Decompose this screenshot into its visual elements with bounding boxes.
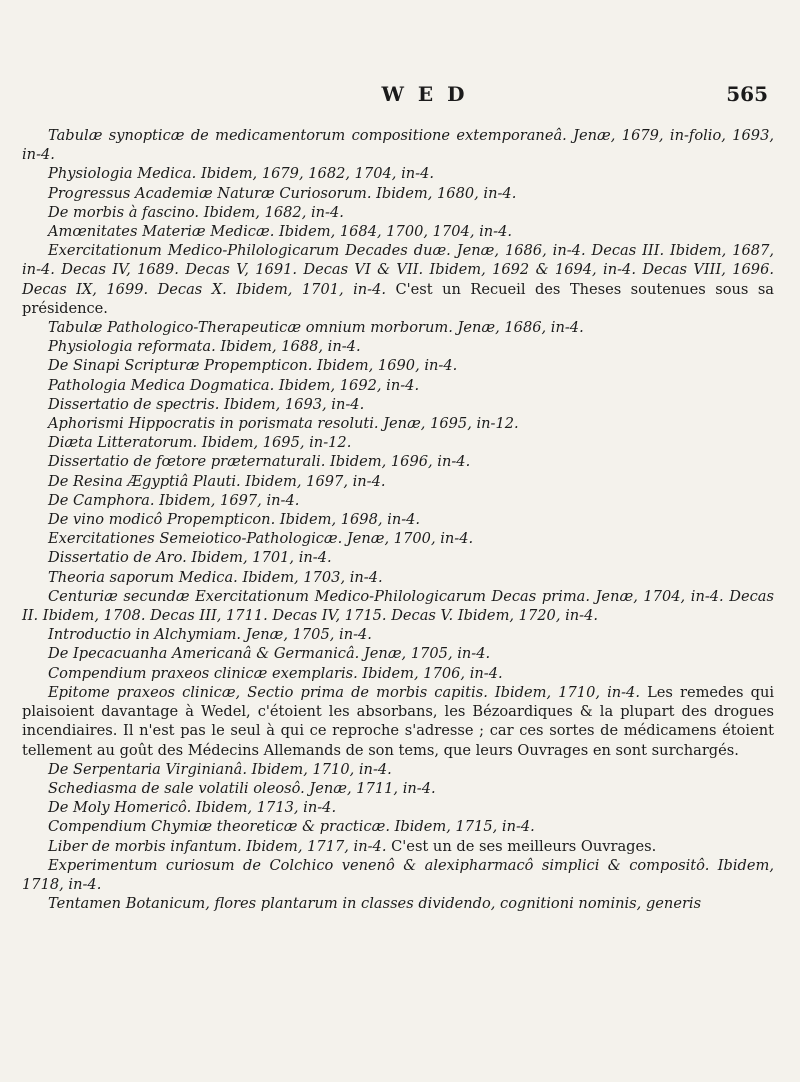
entry-title: Exercitationes Semeiotico-Pathologicæ. Jenæ	[48, 530, 385, 548]
running-header	[0, 82, 800, 112]
entry-publication: , 1690, in-4.	[368, 357, 458, 375]
entry-publication: , 1703, in-4.	[294, 568, 383, 586]
entry-title: Dissertatio de spectris. Ibidem	[48, 395, 276, 413]
bibliography-entry	[22, 126, 774, 164]
entry-title: Progressus Academiæ Naturæ Curiosorum. Ibidem	[48, 184, 428, 202]
entry-title: Liber de morbis infantum. Ibidem	[48, 837, 298, 855]
bibliography-entry	[22, 837, 774, 856]
bibliography-entry	[22, 222, 774, 241]
entry-commentary: C'est un de ses meilleurs Ouvrages.	[391, 837, 657, 855]
entry-commentary: Les remedes qui plaisoient davantage à Wedel, c'étoient les absorbans, les Bézoardiques & la plupart des drogues incendiaires. Il n'est pas le seul à qui ce reproche s'adresse ; car ces sortes de médicamens étoient tellement au goût des Médecins Allemands de son tems, que leurs Ouvrages en sont surchargés.	[22, 683, 775, 759]
entry-publication: , 1695, in-12.	[253, 434, 352, 452]
entry-title: Theoria saporum Medica. Ibidem	[48, 568, 295, 586]
entry-publication: , 1692, in-4.	[330, 376, 420, 394]
bibliography-entry	[22, 376, 774, 395]
entry-title: Tentamen Botanicum, flores plantarum in classes dividendo, cognitioni nominis, generis	[48, 895, 702, 913]
bibliography-entry	[22, 337, 774, 356]
bibliography-entry	[22, 568, 774, 587]
bibliography-entry	[22, 817, 774, 836]
entry-title: Schediasma de sale volatili oleosô. Jenæ	[48, 779, 348, 797]
bibliography-entry	[22, 414, 774, 433]
entry-publication: , 1679, 1682, 1704, in-4.	[252, 165, 434, 183]
bibliography-entry	[22, 760, 774, 779]
entry-title: Dissertatio de fœtore præternaturali. Ibidem	[48, 453, 382, 471]
bibliography-entry	[22, 433, 774, 452]
page-number: 565	[726, 82, 768, 106]
entry-publication: , 1688, in-4.	[271, 338, 361, 356]
entry-title: Experimentum curiosum de Colchico venenô & alexipharmacô simplici & compositô. Ibidem	[48, 856, 770, 874]
bibliography-entry	[22, 625, 774, 644]
entry-title: De Serpentaria Virginianâ. Ibidem	[48, 760, 304, 778]
entry-publication: , 1698, in-4.	[331, 511, 421, 529]
entry-publication: , 1711, in-4.	[347, 779, 436, 797]
bibliography-entry	[22, 472, 774, 491]
entry-commentary: C'est un Recueil des Theses soutenues sous sa présidence.	[22, 280, 775, 317]
entry-title: Aphorismi Hippocratis in porismata resoluti. Jenæ	[48, 415, 421, 433]
entry-title: Pathologia Medica Dogmatica. Ibidem	[48, 376, 331, 394]
bibliography-entry	[22, 683, 774, 760]
running-title: WED	[381, 82, 479, 106]
entry-title: Dissertatio de Aro. Ibidem	[48, 549, 244, 567]
bibliography-entry	[22, 510, 774, 529]
entry-publication: , 1693, in-4.	[275, 395, 365, 413]
bibliography-entry	[22, 529, 774, 548]
entry-publication: , 1679, in-folio, 1693, in-4.	[22, 127, 775, 164]
entry-publication: , 1706, in-4.	[414, 664, 503, 682]
entry-title: Tabulæ Pathologico-Therapeuticæ omnium morborum. Jenæ	[48, 319, 496, 337]
entry-title: De Camphora. Ibidem	[48, 491, 211, 509]
entry-title: Tabulæ synopticæ de medicamentorum compositione extemporaneâ. Jenæ	[48, 127, 611, 144]
bibliography-entry	[22, 548, 774, 567]
bibliography-entry	[22, 318, 774, 337]
entry-publication: , 1715, in-4.	[446, 818, 535, 836]
bibliography-entry	[22, 395, 774, 414]
entry-publication: , 1710, in-4.	[303, 760, 392, 778]
entry-title: De morbis à fascino. Ibidem	[48, 203, 256, 221]
entry-title: Physiologia reformata. Ibidem	[48, 338, 272, 356]
entry-title: Physiologia Medica. Ibidem	[48, 165, 253, 183]
entry-title: Centuriæ secundæ Exercitationum Medico-Philologicarum Decas prima. Jenæ	[48, 587, 634, 605]
entry-title: Exercitationum Medico-Philologicarum Decades duæ. Jenæ	[48, 242, 495, 260]
entry-publication: , 1695, in-12.	[420, 415, 519, 433]
entry-publication: , 1718, in-4.	[22, 856, 774, 893]
entry-publication: , 1686, in-4. Decas III. Ibidem, 1687, in-4. Decas IV, 1689. Decas V, 1691. Decas VI & VII. Ibidem, 1692 & 1694, in-4. Decas VIII, 1696. Decas IX, 1699. Decas X. Ibidem, 1701, in-4.	[22, 242, 774, 298]
entry-title: De vino modicô Propempticon. Ibidem	[48, 511, 332, 529]
entry-publication: , 1717, in-4.	[297, 837, 387, 855]
bibliography-entry	[22, 664, 774, 683]
entry-title: De Moly Homericô. Ibidem	[48, 799, 248, 817]
entry-title: Diæta Litteratorum. Ibidem	[48, 434, 254, 452]
entry-publication: , 1705, in-4.	[401, 645, 491, 663]
bibliography-entry	[22, 779, 774, 798]
bibliography-entry	[22, 856, 774, 894]
entry-publication: , 1713, in-4.	[247, 799, 337, 817]
entry-title: De Sinapi Scripturæ Propempticon. Ibidem	[48, 357, 369, 375]
bibliography-entry	[22, 587, 774, 625]
bibliography-list	[22, 126, 774, 913]
entry-publication: , 1700, in-4.	[384, 530, 474, 548]
bibliography-entry	[22, 644, 774, 663]
entry-title: Amœnitates Materiæ Medicæ. Ibidem	[48, 223, 331, 241]
bibliography-entry	[22, 491, 774, 510]
entry-publication: , 1680, in-4.	[427, 184, 517, 202]
entry-publication: , 1710, in-4.	[546, 683, 640, 701]
entry-title: Introductio in Alchymiam. Jenæ	[48, 626, 284, 644]
entry-publication: , 1705, in-4.	[283, 626, 372, 644]
bibliography-entry	[22, 241, 774, 318]
entry-title: Epitome praxeos clinicæ, Sectio prima de morbis capitis. Ibidem	[48, 683, 547, 701]
entry-publication: , 1704, in-4. Decas II. Ibidem, 1708. Decas III, 1711. Decas IV, 1715. Decas V. Ibidem, 1720, in-4.	[22, 587, 774, 625]
entry-publication: , 1697, in-4.	[296, 472, 386, 490]
bibliography-entry	[22, 452, 774, 471]
entry-title: Compendium praxeos clinicæ exemplaris. Ibidem	[48, 664, 415, 682]
entry-title: Compendium Chymiæ theoreticæ & practicæ. Ibidem	[48, 818, 447, 836]
bibliography-entry	[22, 164, 774, 183]
bibliography-entry	[22, 356, 774, 375]
entry-publication: , 1684, 1700, 1704, in-4.	[330, 223, 513, 241]
bibliography-entry	[22, 798, 774, 817]
entry-publication: , 1701, in-4.	[243, 549, 332, 567]
entry-publication: , 1697, in-4.	[210, 491, 300, 509]
bibliography-entry	[22, 203, 774, 222]
entry-title: De Resina Ægyptiâ Plauti. Ibidem	[48, 472, 297, 490]
bibliography-entry	[22, 894, 774, 913]
entry-publication: , 1682, in-4.	[255, 203, 344, 221]
bibliography-entry	[22, 184, 774, 203]
entry-publication: , 1696, in-4.	[381, 453, 471, 471]
entry-title: De Ipecacuanha Americanâ & Germanicâ. Jenæ	[48, 645, 402, 663]
entry-publication: , 1686, in-4.	[495, 319, 584, 337]
